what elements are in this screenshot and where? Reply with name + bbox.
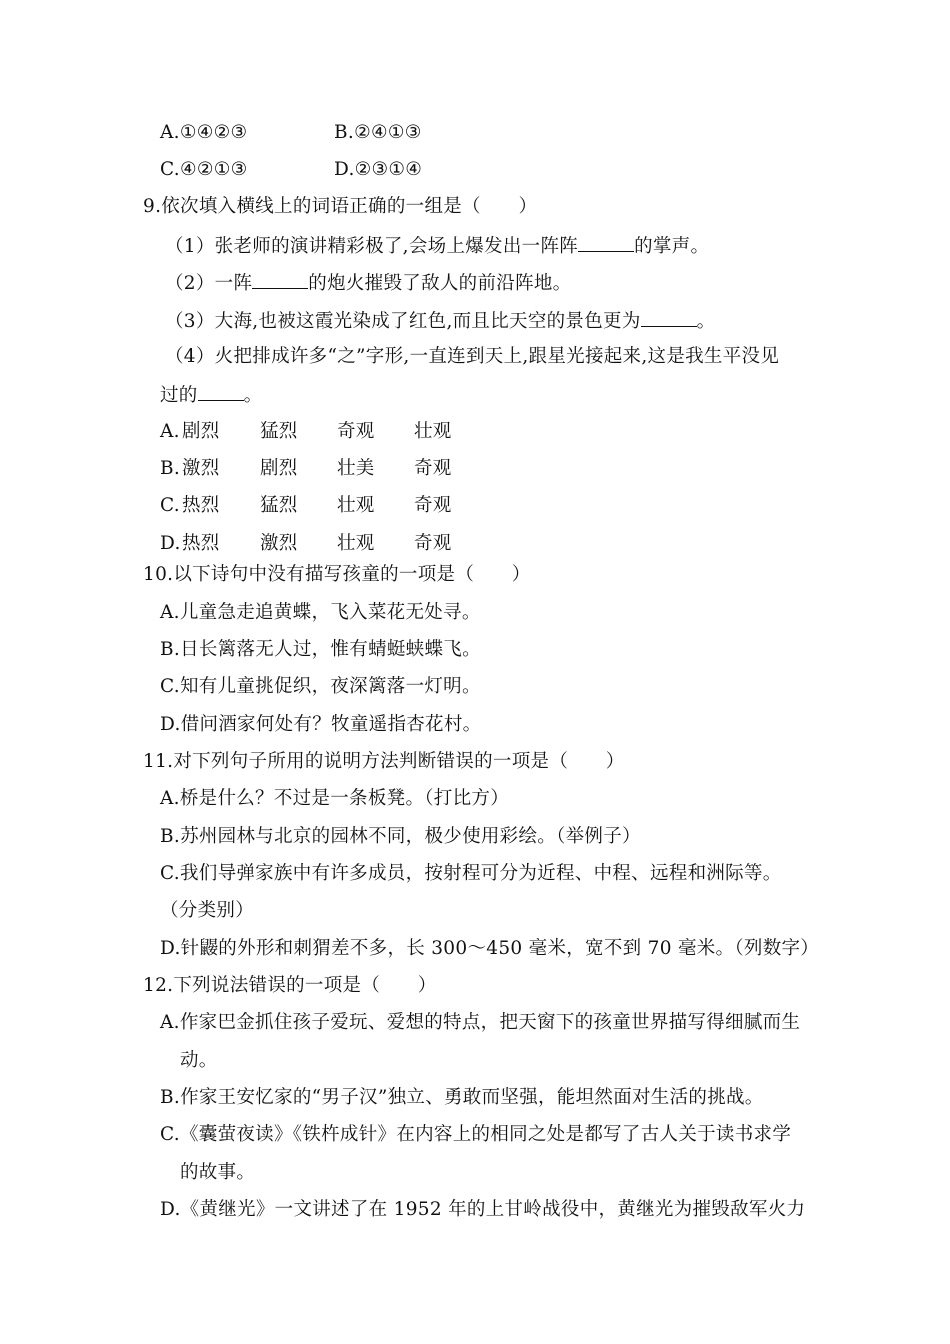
- q11-option-b: B.苏州园林与北京的园林不同，极少使用彩绘。（举例子）: [160, 826, 641, 847]
- q10-option-b: B.日长篱落无人过，惟有蜻蜓蛱蝶飞。: [160, 639, 481, 660]
- q12-stem: 12.下列说法错误的一项是（ ）: [143, 975, 437, 996]
- q11-option-c-cont: （分类别）: [160, 900, 255, 921]
- q12-option-d: D.《黄继光》一文讲述了在 1952 年的上甘岭战役中，黄继光为摧毁敌军火力: [160, 1199, 806, 1220]
- q11-option-d: D.针鼹的外形和刺猬差不多，长 300～450 毫米，宽不到 70 毫米。（列数字）: [160, 938, 820, 959]
- q9-sentence-2: （2）一阵 的炮火摧毁了敌人的前沿阵地。: [165, 270, 571, 296]
- q11-option-c: C.我们导弹家族中有许多成员，按射程可分为近程、中程、远程和洲际等。: [160, 863, 782, 884]
- q11-option-a: A.桥是什么？不过是一条板凳。（打比方）: [160, 788, 509, 809]
- q9-option-a: A. 剧烈 猛烈 奇观 壮观: [160, 421, 452, 442]
- q8-option-c: C.④②①③: [160, 159, 248, 180]
- q9-sentence-4-cont: 过的 。: [160, 382, 262, 408]
- q10-option-c: C.知有儿童挑促织，夜深篱落一灯明。: [160, 676, 481, 697]
- q9-sentence-1: （1）张老师的演讲精彩极了,会场上爆发出一阵阵 的掌声。: [165, 233, 709, 259]
- q9-option-d: D.热烈 激烈 壮观 奇观: [160, 533, 452, 554]
- answer-blank: [252, 270, 308, 289]
- q12-option-c: C.《囊萤夜读》《铁杵成针》在内容上的相同之处是都写了古人关于读书求学: [160, 1124, 792, 1145]
- answer-blank: [198, 382, 244, 401]
- q9-sentence-4: （4）火把排成许多“之”字形,一直连到天上,跟星光接起来,这是我生平没见: [165, 346, 780, 367]
- answer-blank: [641, 308, 697, 327]
- q9-option-c: C. 热烈 猛烈 壮观 奇观: [160, 495, 452, 516]
- q12-option-b: B.作家王安忆家的“男子汉”独立、勇敢而坚强，能坦然面对生活的挑战。: [160, 1087, 764, 1108]
- q12-option-a: A.作家巴金抓住孩子爱玩、爱想的特点，把天窗下的孩童世界描写得细腻而生: [160, 1012, 801, 1033]
- q12-option-c-cont: 的故事。: [180, 1162, 256, 1183]
- q10-option-a: A.儿童急走追黄蝶，飞入菜花无处寻。: [160, 602, 481, 623]
- q9-option-b: B. 激烈 剧烈 壮美 奇观: [160, 458, 452, 479]
- q10-stem: 10.以下诗句中没有描写孩童的一项是（ ）: [143, 564, 531, 585]
- q9-sentence-3: （3）大海,也被这霞光染成了红色,而且比天空的景色更为 。: [165, 308, 715, 334]
- answer-blank: [578, 233, 634, 252]
- q8-option-b: B.②④①③: [334, 122, 422, 143]
- q11-stem: 11.对下列句子所用的说明方法判断错误的一项是（ ）: [143, 751, 625, 772]
- q9-stem: 9.依次填入横线上的词语正确的一组是（ ）: [143, 196, 538, 217]
- q8-option-a: A.①④②③: [160, 122, 248, 143]
- q8-option-d: D.②③①④: [334, 159, 423, 180]
- q10-option-d: D.借问酒家何处有？牧童遥指杏花村。: [160, 714, 482, 735]
- q12-option-a-cont: 动。: [180, 1050, 218, 1071]
